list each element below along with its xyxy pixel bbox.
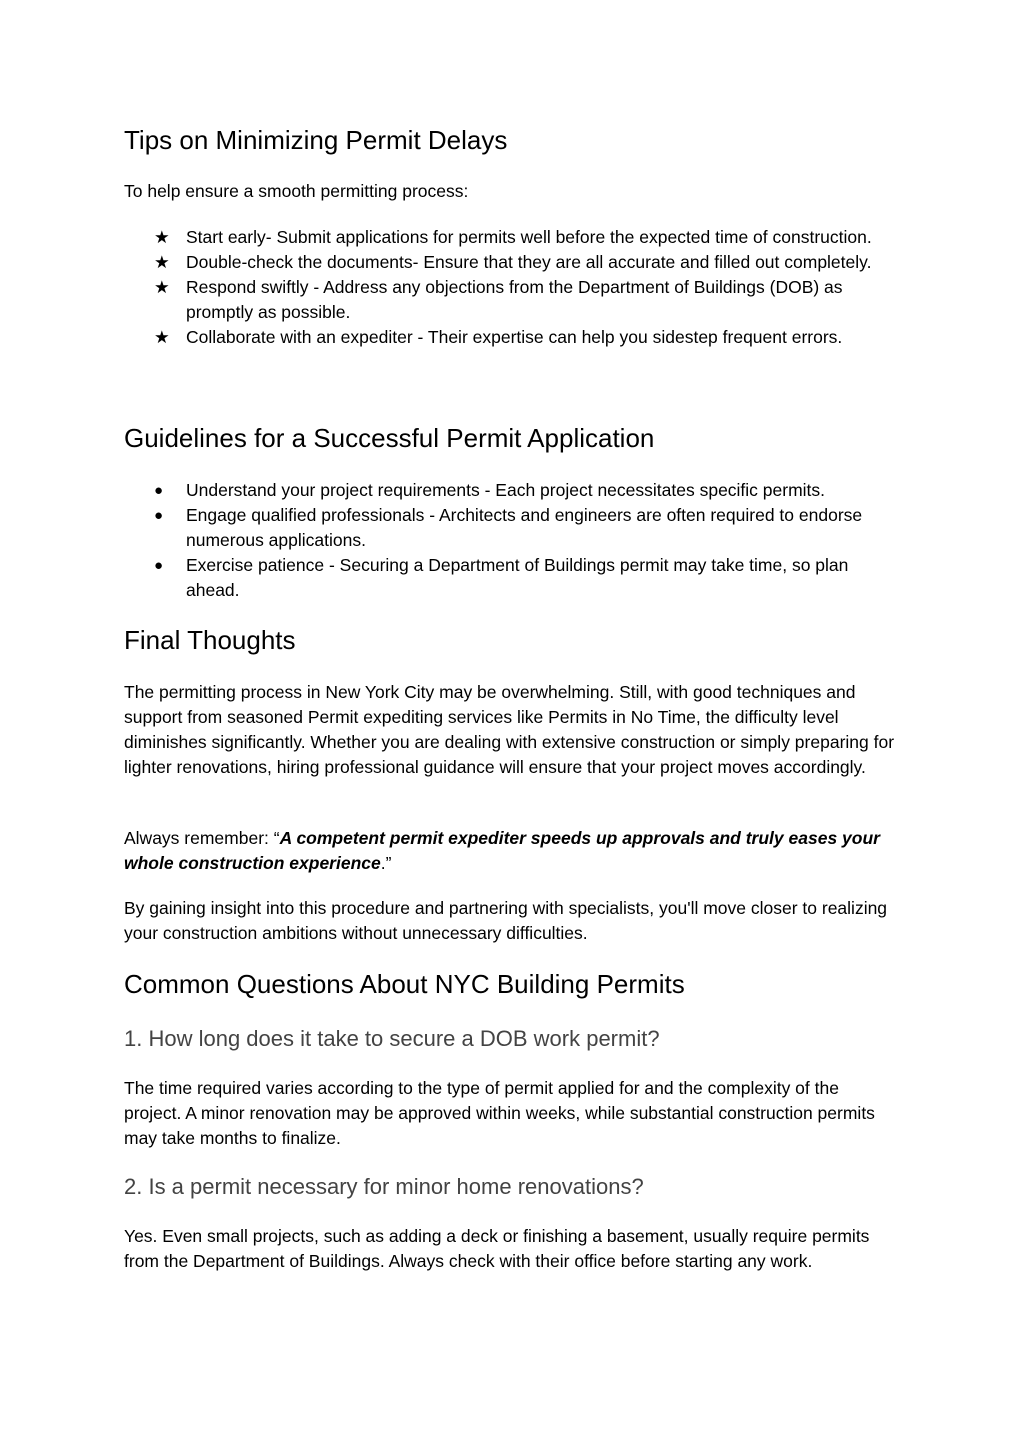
- faq-answer: The time required varies according to the type of permit applied for and the complexity of the project. A minor renovation may be approved within weeks, while substantial construction permits may take months to finalize.: [124, 1078, 875, 1148]
- list-item-text: Respond swiftly - Address any objections from the Department of Buildings (DOB) as promptly as possible.: [186, 277, 843, 322]
- list-item-text: Start early- Submit applications for permits well before the expected time of construction.: [186, 227, 872, 247]
- guidelines-list: [124, 478, 900, 603]
- faq-question: 1. How long does it take to secure a DOB work permit?: [124, 1026, 660, 1051]
- tips-intro: To help ensure a smooth permitting process:: [124, 181, 469, 201]
- quote-paragraph: [124, 826, 900, 876]
- list-item-text: Exercise patience - Securing a Department of Buildings permit may take time, so plan ahead.: [186, 555, 849, 600]
- list-item: [124, 225, 900, 250]
- bullet-icon: ●: [154, 557, 164, 574]
- list-item-text: Collaborate with an expediter - Their expertise can help you sidestep frequent errors.: [186, 327, 843, 347]
- bullet-icon: ●: [154, 482, 164, 499]
- quote-prefix: Always remember: “: [124, 828, 280, 848]
- list-item: [124, 553, 900, 603]
- tips-list: [124, 225, 900, 350]
- quote-emphasis: A competent permit expediter speeds up approvals and truly eases your whole construction experience: [124, 828, 880, 873]
- list-item: [124, 478, 900, 503]
- list-item-text: Double-check the documents- Ensure that they are all accurate and filled out completely.: [186, 252, 872, 272]
- bullet-icon: ●: [154, 507, 164, 524]
- closing-paragraph: By gaining insight into this procedure and partnering with specialists, you'll move closer to realizing your construction ambitions without unnecessary difficulties.: [124, 898, 888, 943]
- star-icon: ★: [154, 252, 170, 272]
- star-icon: ★: [154, 227, 170, 247]
- list-item: [124, 250, 900, 275]
- list-item: [124, 503, 900, 553]
- final-thoughts-paragraph: The permitting process in New York City may be overwhelming. Still, with good techniques and support from seasoned Permit expediting services like Permits in No Time, the difficulty level diminishes significantly. Whether you are dealing with extensive construction or simply preparing for lighter renovations, hiring professional guidance will ensure that your project moves accordingly.: [124, 682, 895, 777]
- list-item-text: Understand your project requirements - Each project necessitates specific permits.: [186, 480, 826, 500]
- faq-heading: Common Questions About NYC Building Permits: [124, 969, 685, 999]
- list-item-text: Engage qualified professionals - Architects and engineers are often required to endorse numerous applications.: [186, 505, 863, 550]
- quote-suffix: .”: [380, 853, 392, 873]
- list-item: [124, 275, 900, 325]
- star-icon: ★: [154, 327, 170, 347]
- final-thoughts-heading: Final Thoughts: [124, 625, 296, 655]
- faq-answer: Yes. Even small projects, such as adding a deck or finishing a basement, usually require permits from the Department of Buildings. Always check with their office before starting any work.: [124, 1226, 870, 1271]
- faq-question: 2. Is a permit necessary for minor home renovations?: [124, 1174, 644, 1199]
- guidelines-heading: Guidelines for a Successful Permit Application: [124, 423, 655, 453]
- tips-heading: Tips on Minimizing Permit Delays: [124, 125, 508, 155]
- list-item: [124, 325, 900, 350]
- star-icon: ★: [154, 277, 170, 297]
